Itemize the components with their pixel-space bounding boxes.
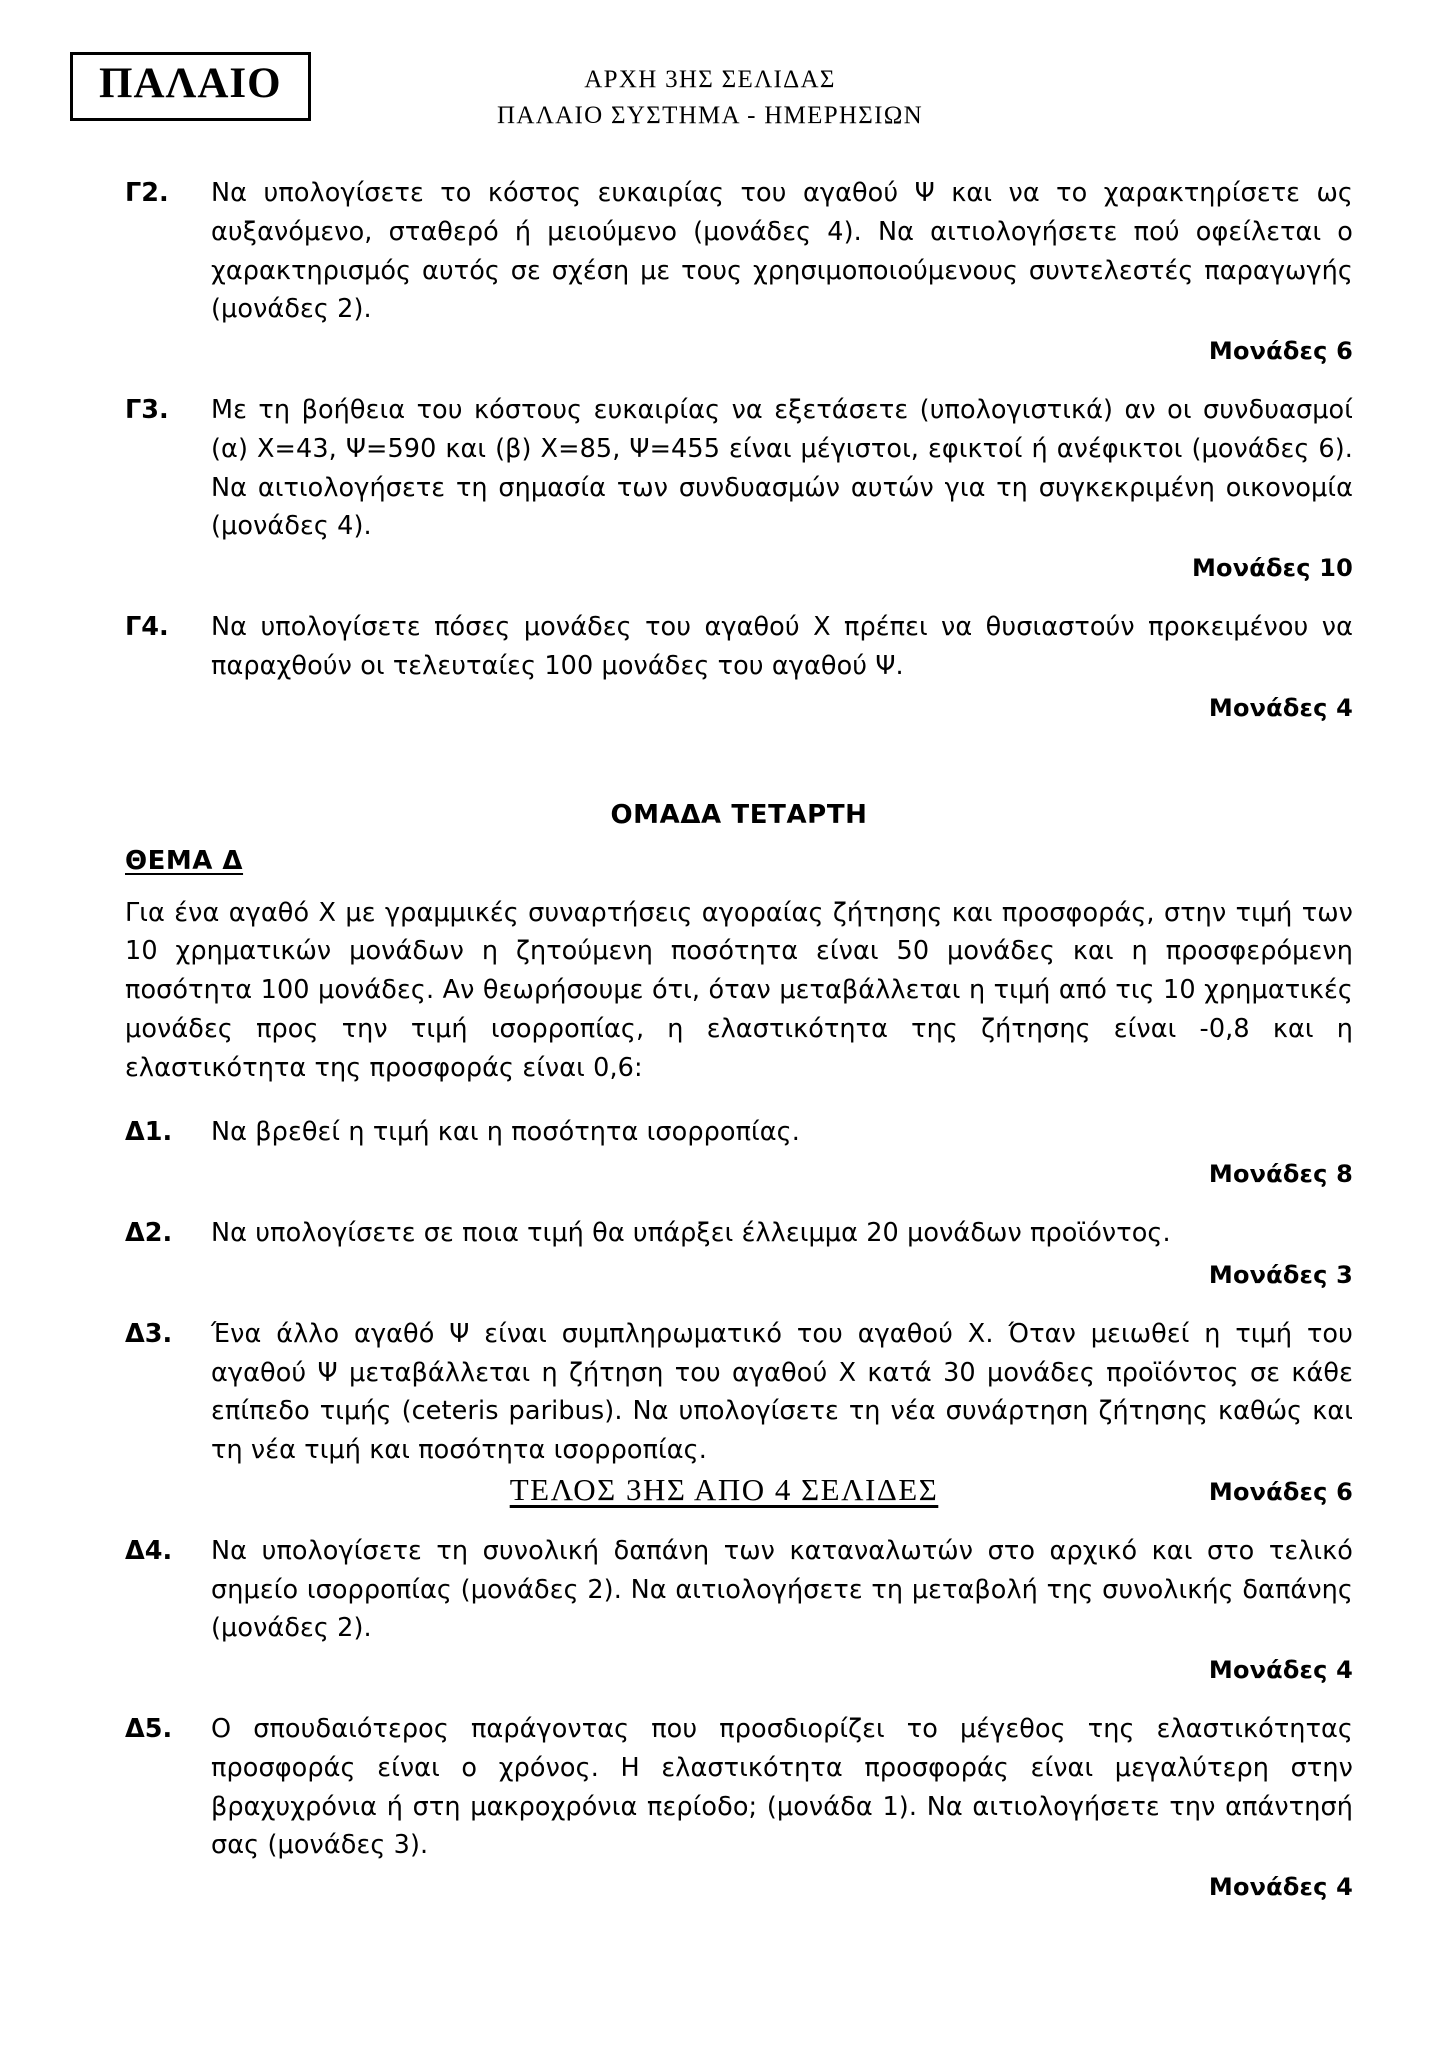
question-row-d5 [125, 1710, 1353, 1901]
header-line-system: ΠΑΛΑΙΟ ΣΥΣΤΗΜΑ - ΗΜΕΡΗΣΙΩΝ [497, 101, 923, 129]
old-system-stamp [70, 52, 311, 121]
question-text-d1: Να βρεθεί η τιμή και η ποσότητα ισορροπίας. [211, 1117, 800, 1148]
question-label-d4: Δ4. [125, 1535, 173, 1566]
question-body-g3 [211, 391, 1353, 546]
theme-title: ΘΕΜΑ Δ [125, 845, 244, 876]
marks-g4: Μονάδες 4 [1208, 693, 1353, 722]
marks-d3: Μονάδες 6 [1208, 1477, 1353, 1506]
question-label-d5: Δ5. [125, 1714, 173, 1744]
question-body-d3 [211, 1315, 1353, 1470]
group-d-block [125, 800, 1353, 1902]
footer-text: ΤΕΛΟΣ 3ΗΣ ΑΠΟ 4 ΣΕΛΙΔΕΣ [509, 1472, 939, 1507]
question-row-g4 [125, 608, 1353, 722]
question-label-g2: Γ2. [125, 178, 169, 208]
question-row-g2 [125, 174, 1353, 365]
marks-d1: Μονάδες 8 [1208, 1160, 1353, 1188]
question-text-g4: Να υπολογίσετε πόσες μονάδες του αγαθού Χ πρέπει να θυσιαστούν προκειμένου να παραχθούν οι τελευταίες 100 μονάδες του αγαθού Ψ. [211, 612, 1353, 681]
marks-d2: Μονάδες 3 [1208, 1260, 1353, 1289]
question-text-d2: Να υπολογίσετε σε ποια τιμή θα υπάρξει έλλειμμα 20 μονάδων προϊόντος. [211, 1218, 1171, 1248]
group-title: ΟΜΑΔΑ ΤΕΤΑΡΤΗ [610, 799, 868, 830]
question-label-d3: Δ3. [125, 1318, 173, 1349]
marks-d4: Μονάδες 4 [1208, 1656, 1353, 1684]
question-row-g3 [125, 391, 1353, 582]
question-text-g2: Να υπολογίσετε το κόστος ευκαιρίας του αγαθού Ψ και να το χαρακτηρίσετε ως αυξανόμενο, σταθερό ή μειούμενο (μονάδες 4). Να αιτιολογήσετε πού οφείλεται ο χαρακτηρισμός αυτός σε σχέση με τους χρησιμοποιούμενους συντελεστές παραγωγής (μονάδες 2). [211, 178, 1353, 325]
page-footer [0, 1472, 1448, 1508]
header-center-text [340, 62, 1080, 133]
question-row-d4 [125, 1532, 1353, 1684]
question-label-d1: Δ1. [125, 1117, 173, 1148]
question-body-d2 [211, 1214, 1353, 1253]
question-row-d2 [125, 1214, 1353, 1289]
bottom-spacer [0, 1901, 1448, 1941]
question-body-g2 [211, 174, 1353, 329]
marks-g3: Μονάδες 10 [1191, 554, 1353, 582]
stamp-label: ΠΑΛΑΙΟ [99, 60, 282, 107]
question-row-d1 [125, 1113, 1353, 1188]
question-label-g3: Γ3. [125, 395, 169, 425]
group-d-intro: Για ένα αγαθό Χ με γραμμικές συναρτήσεις αγοραίας ζήτησης και προσφοράς, στην τιμή των 10 χρηματικών μονάδων η ζητούμενη ποσότητα είναι 50 μονάδες και η προσφερόμενη ποσότητα 100 μονάδες. Αν θεωρήσουμε ότι, όταν μεταβάλλεται η τιμή από τις 10 χρηματικές μονάδες προς την τιμή ισορροπίας, η ελαστικότητα της ζήτησης είναι -0,8 και η ελαστικότητα της προσφοράς είναι 0,6: [125, 897, 1353, 1083]
page-header [0, 52, 1448, 148]
question-label-g4: Γ4. [125, 612, 169, 642]
marks-g2: Μονάδες 6 [1208, 337, 1353, 365]
question-label-d2: Δ2. [125, 1218, 173, 1248]
question-text-d3: Ένα άλλο αγαθό Ψ είναι συμπληρωματικό του αγαθού Χ. Όταν μειωθεί η τιμή του αγαθού Ψ μεταβάλλεται η ζήτηση του αγαθού Χ κατά 30 μονάδες προϊόντος σε κάθε επίπεδο τιμής (ceteris paribus). Να υπολογίσετε τη νέα συνάρτηση ζήτησης καθώς και τη νέα τιμή και ποσότητα ισορροπίας. [211, 1318, 1353, 1465]
question-body-d4 [211, 1532, 1353, 1648]
marks-d5: Μονάδες 4 [1208, 1873, 1353, 1901]
header-line-page-start: ΑΡΧΗ 3ΗΣ ΣΕΛΙΔΑΣ [584, 66, 836, 93]
question-text-g3: Με τη βοήθεια του κόστους ευκαιρίας να εξετάσετε (υπολογιστικά) αν οι συνδυασμοί (α) Χ=43, Ψ=590 και (β) Χ=85, Ψ=455 είναι μέγιστοι, εφικτοί ή ανέφικτοι (μονάδες 6). Να αιτιολογήσετε τη σημασία των συνδυασμών αυτών για τη συγκεκριμένη οικονομία (μονάδες 4). [211, 395, 1353, 542]
question-body-d5 [211, 1710, 1353, 1865]
question-text-d5: Ο σπουδαιότερος παράγοντας που προσδιορίζει το μέγεθος της ελαστικότητας προσφοράς είναι ο χρόνος. Η ελαστικότητα προσφοράς είναι μεγαλύτερη στην βραχυχρόνια ή στη μακροχρόνια περίοδο; (μονάδα 1). Να αιτιολογήσετε την απάντησή σας (μονάδες 3). [211, 1714, 1353, 1861]
question-body-d1 [211, 1113, 1353, 1152]
group-c-block [125, 174, 1353, 722]
theme-title-wrap [125, 830, 1353, 876]
question-text-d4: Να υπολογίσετε τη συνολική δαπάνη των καταναλωτών στο αρχικό και στο τελικό σημείο ισορροπίας (μονάδες 2). Να αιτιολογήσετε τη μεταβολή της συνολικής δαπάνης (μονάδες 2). [211, 1535, 1353, 1644]
question-body-g4 [211, 608, 1353, 686]
